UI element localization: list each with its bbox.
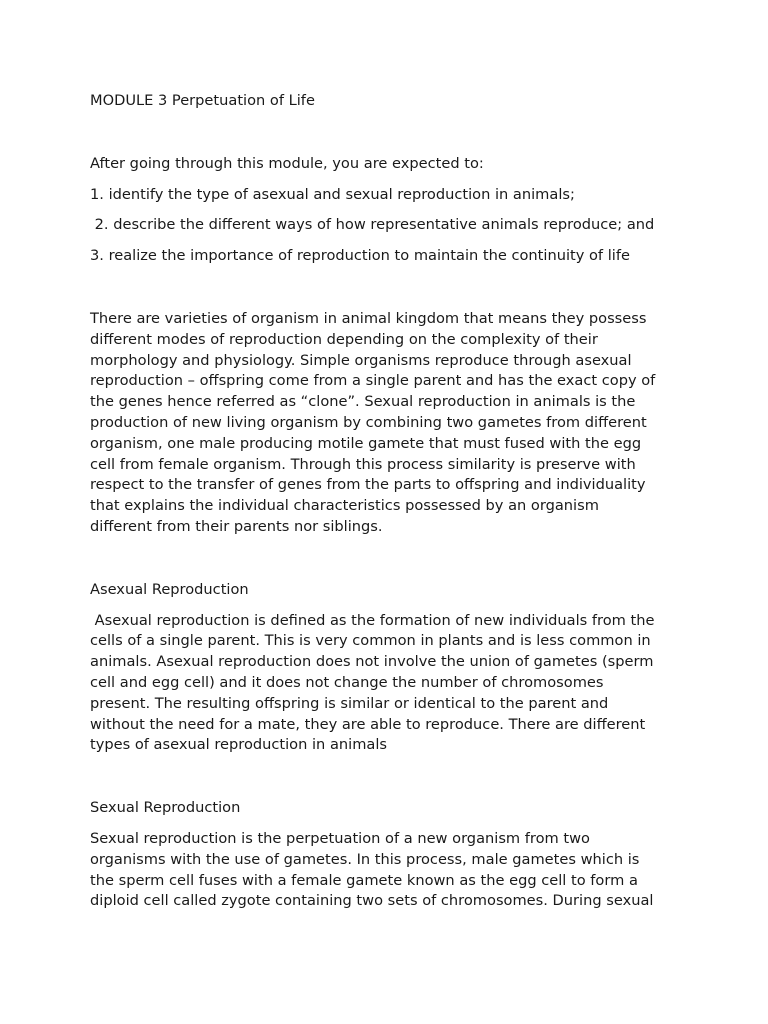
document-page [90,91,690,912]
asexual-paragraph [90,611,690,757]
paragraph-line: reproduction – offspring come from a single parent and has the exact copy of [90,372,656,390]
objectives-intro: After going through this module, you are expected to: [90,154,484,172]
paragraph-line: organisms with the use of gametes. In this process, male gametes which is [90,850,640,868]
paragraph-line: present. The resulting offspring is similar or identical to the parent and [90,694,609,712]
paragraph-line: respect to the transfer of genes from the parts to offspring and individuality [90,476,646,494]
paragraph-line: without the need for a mate, they are able to reproduce. There are different [90,715,646,733]
paragraph-line: Sexual reproduction is the perpetuation of a new organism from two [90,829,590,847]
paragraph-line: that explains the individual characteristics possessed by an organism [90,497,599,515]
document-title: MODULE 3 Perpetuation of Life [90,92,315,109]
paragraph-line: the genes hence referred as “clone”. Sexual reproduction in animals is the [90,393,636,411]
intro-paragraph [90,309,690,538]
objective-item: 1. identify the type of asexual and sexual reproduction in animals; [90,185,575,203]
paragraph-line: Asexual reproduction is defined as the formation of new individuals from the [90,611,655,629]
paragraph-line: cell and egg cell) and it does not change the number of chromosomes [90,673,604,691]
paragraph-line: the sperm cell fuses with a female gamete known as the egg cell to form a [90,871,638,889]
objective-item: 3. realize the importance of reproduction to maintain the continuity of life [90,247,630,265]
paragraph-line: animals. Asexual reproduction does not involve the union of gametes (sperm [90,653,654,671]
paragraph-line: morphology and physiology. Simple organisms reproduce through asexual [90,351,632,369]
paragraph-line: types of asexual reproduction in animals [90,736,388,754]
paragraph-line: cells of a single parent. This is very common in plants and is less common in [90,632,651,650]
paragraph-line: organism, one male producing motile gamete that must fused with the egg [90,434,642,452]
paragraph-line: different from their parents nor siblings. [90,517,383,535]
paragraph-line: diploid cell called zygote containing two sets of chromosomes. During sexual [90,892,654,910]
sexual-paragraph [90,829,690,912]
paragraph-line: production of new living organism by combining two gametes from different [90,413,647,431]
asexual-heading: Asexual Reproduction [90,580,249,598]
paragraph-line: There are varieties of organism in animal kingdom that means they possess [90,309,647,327]
paragraph-line: different modes of reproduction depending on the complexity of their [90,330,598,348]
paragraph-line: cell from female organism. Through this process similarity is preserve with [90,455,636,473]
sexual-heading: Sexual Reproduction [90,799,241,817]
objective-item: 2. describe the different ways of how representative animals reproduce; and [90,216,655,234]
